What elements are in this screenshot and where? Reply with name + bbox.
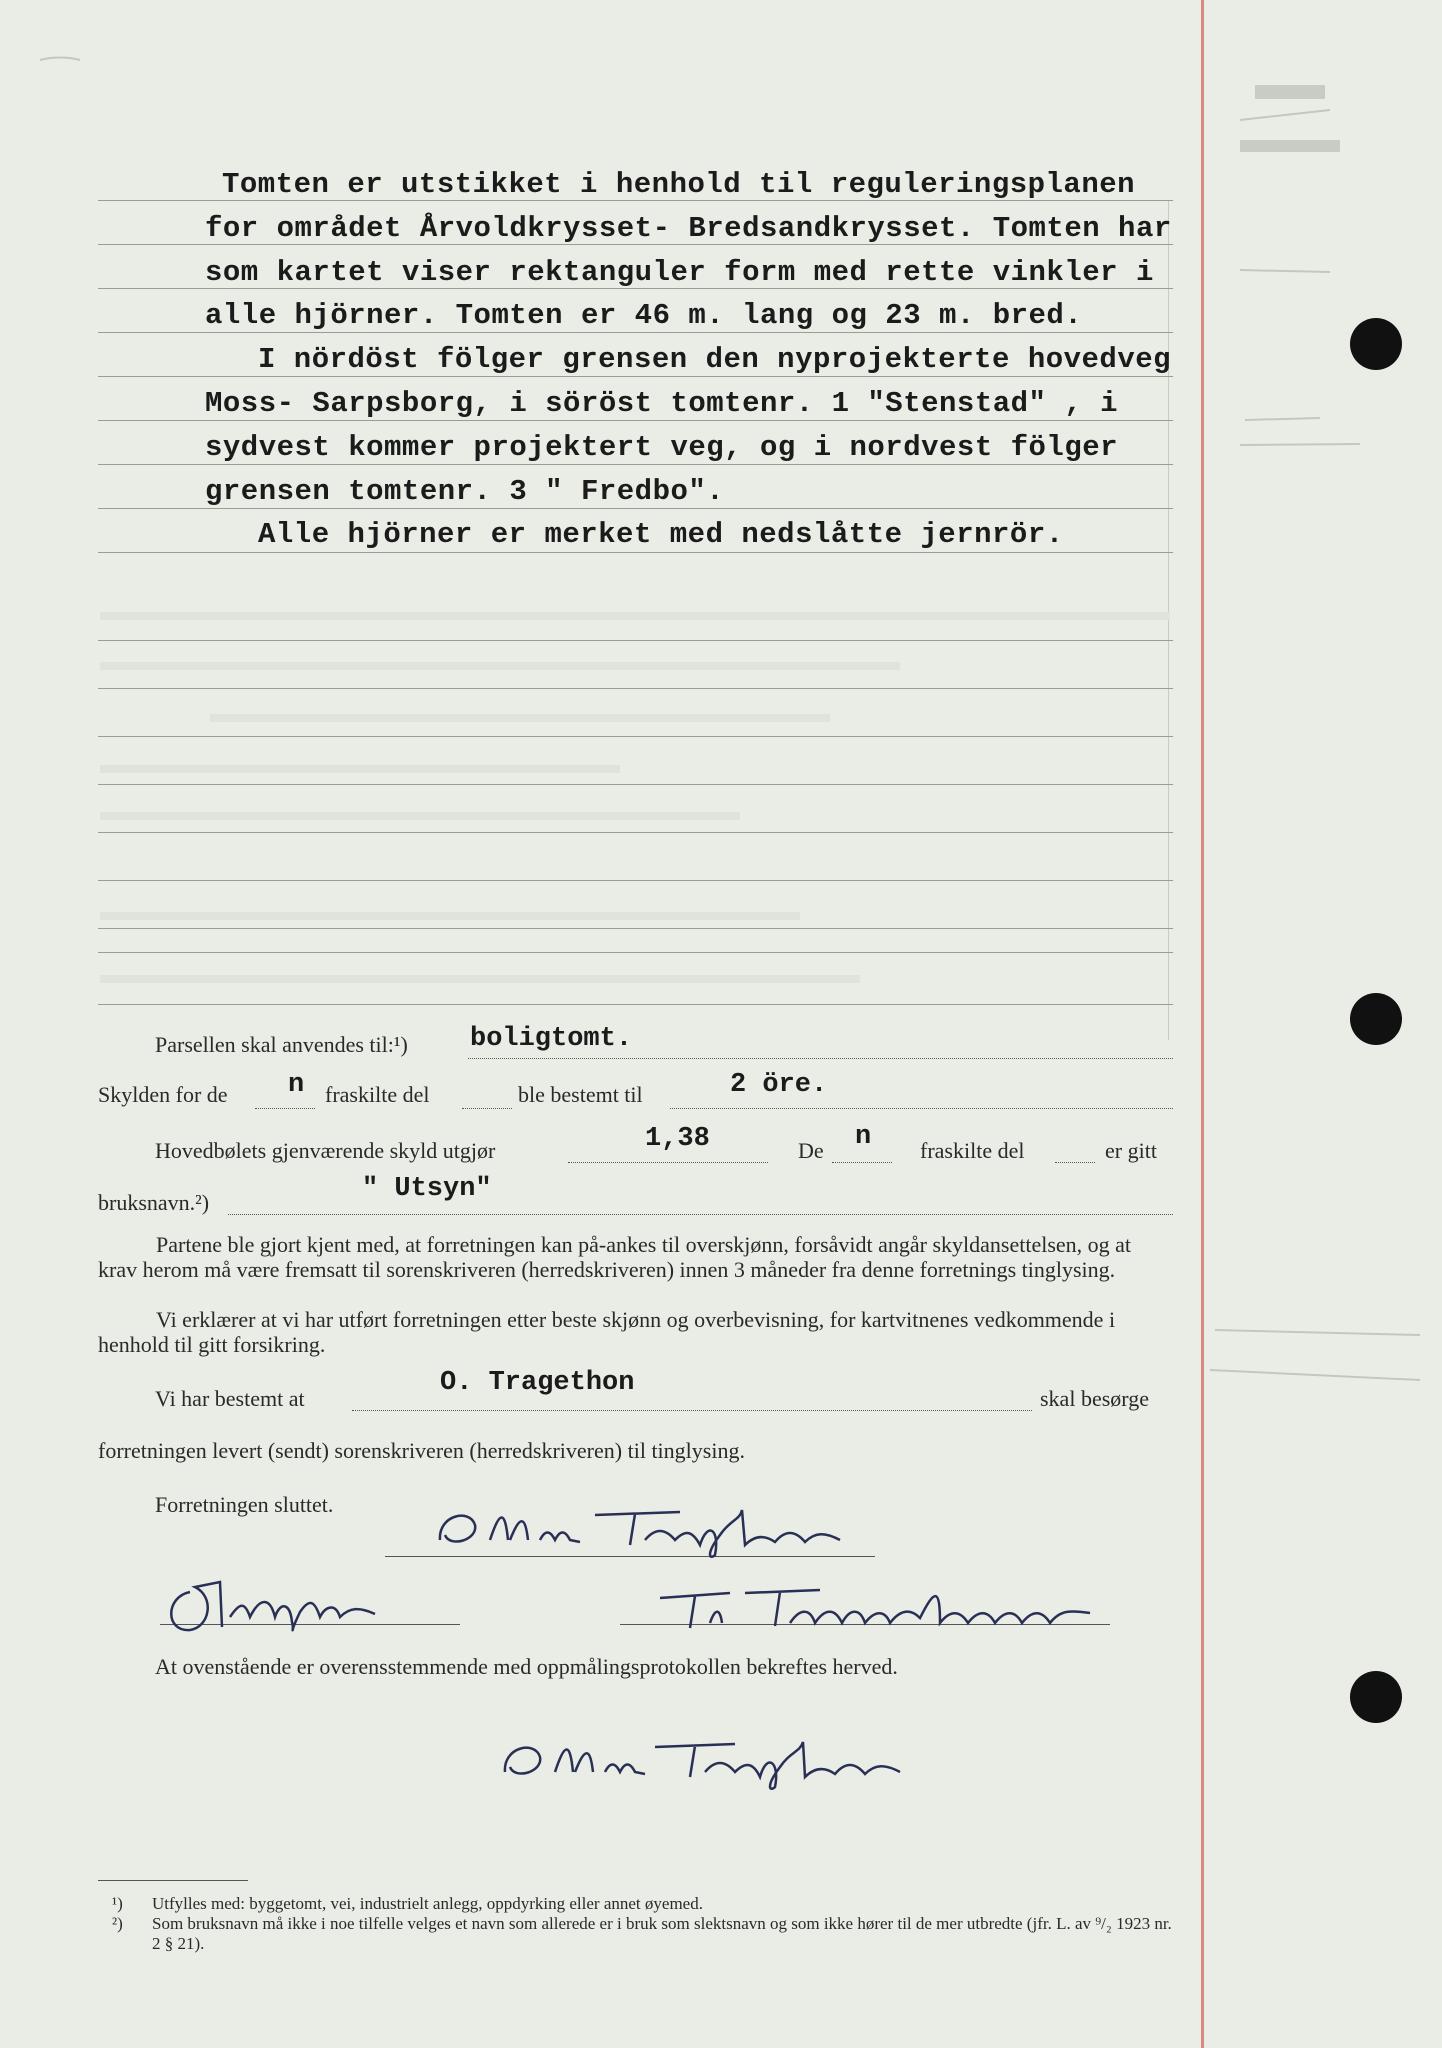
skyld-dotted-1 <box>255 1108 315 1109</box>
typed-line-9: Alle hjörner er merket med nedslåtte jernrör. <box>258 518 1064 551</box>
typed-line-1: Tomten er utstikket i henhold til reguleringsplanen <box>222 168 1136 201</box>
typed-line-6: Moss- Sarpsborg, i söröst tomtenr. 1 "Stenstad" , i <box>205 387 1119 420</box>
typed-line-7: sydvest kommer projektert veg, og i nordvest fölger <box>205 431 1119 464</box>
show-through-block <box>100 812 740 820</box>
ruled-line <box>98 1004 1173 1005</box>
appeal-paragraph <box>98 1232 1173 1282</box>
bestemt-value: O. Tragethon <box>440 1368 635 1398</box>
ruled-line <box>98 552 1173 553</box>
skyld-value: 2 öre. <box>730 1070 828 1100</box>
ruled-line <box>98 420 1173 421</box>
ruled-line <box>98 688 1173 689</box>
bruksnavn-label: bruksnavn.²) <box>98 1190 210 1215</box>
footnote-2-mark: ²) <box>112 1914 123 1933</box>
parsell-dotted-line <box>468 1058 1173 1059</box>
skyld-label-3: ble bestemt til <box>518 1082 643 1107</box>
ruled-line <box>98 928 1173 929</box>
ruled-line <box>98 784 1173 785</box>
appeal-text: Partene ble gjort kjent med, at forretningen kan på-ankes til overskjønn, forsåvidt angår skyldansettelsen, og at krav herom må være fremsatt til sorenskriveren (herredskriveren) innen 3 måneder fra denne forretnings tinglysing. <box>98 1232 1132 1282</box>
signature-tragethon-1 <box>430 1500 880 1560</box>
skyld-label-2: fraskilte del <box>325 1082 430 1107</box>
hoved-value: 1,38 <box>645 1124 710 1154</box>
parsell-label: Parsellen skal anvendes til:¹) <box>155 1032 408 1057</box>
declaration-paragraph <box>98 1307 1173 1357</box>
hoved-label: Hovedbølets gjenværende skyld utgjør <box>155 1138 496 1163</box>
typed-line-8: grensen tomtenr. 3 " Fredbo". <box>205 475 725 508</box>
hoved-dotted <box>568 1162 768 1163</box>
de-label: De <box>798 1138 824 1163</box>
typed-line-5: I nördöst fölger grensen den nyprojekterte hovedveg <box>258 343 1172 376</box>
bekreftes-line: At ovenstående er overensstemmende med oppmålingsprotokollen bekreftes herved. <box>155 1654 898 1679</box>
skyld-dotted-2 <box>462 1108 512 1109</box>
signature-myhre <box>160 1572 390 1642</box>
ruled-line <box>98 880 1173 881</box>
ruled-line <box>98 332 1173 333</box>
footnote-2 <box>112 1914 1182 1954</box>
footnote-1 <box>112 1894 1182 1914</box>
typed-line-3: som kartet viser rektanguler form med rette vinkler i <box>205 256 1154 289</box>
typed-line-4: alle hjörner. Tomten er 46 m. lang og 23 m. bred. <box>205 299 1083 332</box>
signature-thorsrud <box>650 1578 1120 1638</box>
skyld-dotted-3 <box>670 1108 1173 1109</box>
typed-line-2: for området Årvoldkrysset- Bredsandkrysset. Tomten har <box>205 212 1172 245</box>
ruled-line <box>98 508 1173 509</box>
skal-besorge: skal besørge <box>1040 1386 1149 1411</box>
declaration-text: Vi erklærer at vi har utført forretningen etter beste skjønn og overbevisning, for kartvitnenes vedkommende i henhold til gitt forsikring. <box>98 1307 1116 1357</box>
footnote-rule <box>98 1880 248 1881</box>
sluttet-line: Forretningen sluttet. <box>155 1492 334 1517</box>
bruksnavn-value: " Utsyn" <box>362 1174 492 1204</box>
show-through-block <box>100 662 900 670</box>
skyld-n: n <box>288 1070 305 1100</box>
bestemt-label: Vi har bestemt at <box>155 1386 305 1411</box>
ruled-line <box>98 640 1173 641</box>
parsell-value: boligtomt. <box>470 1024 633 1054</box>
ruled-line <box>98 952 1173 953</box>
ruled-line <box>98 736 1173 737</box>
show-through-block <box>100 765 620 773</box>
show-through-block <box>210 714 830 722</box>
de-dotted <box>832 1162 892 1163</box>
ruled-line <box>98 464 1173 465</box>
footnote-1-mark: ¹) <box>112 1894 123 1913</box>
de-n: n <box>855 1122 872 1152</box>
bruksnavn-dotted <box>228 1214 1173 1215</box>
signature-tragethon-2 <box>495 1732 915 1792</box>
show-through-block <box>100 612 1170 620</box>
levert-line: forretningen levert (sendt) sorenskriveren (herredskriveren) til tinglysing. <box>98 1438 745 1463</box>
show-through-block <box>100 912 800 920</box>
ruled-line <box>98 376 1173 377</box>
footnote-2-text: Som bruksnavn må ikke i noe tilfelle velges et navn som allerede er i bruk som slektsnavn og som ikke hører til de mer utbredte (jfr. L. av ⁹/₂ 1923 nr. 2 § 21). <box>152 1914 1172 1953</box>
bestemt-dotted <box>352 1410 1032 1411</box>
ruled-line <box>98 832 1173 833</box>
show-through-block <box>100 975 860 983</box>
footnote-1-text: Utfylles med: byggetomt, vei, industrielt anlegg, oppdyrking eller annet øyemed. <box>152 1894 703 1913</box>
skyld-label-1: Skylden for de <box>98 1082 228 1107</box>
fraskilte-label: fraskilte del <box>920 1138 1025 1163</box>
er-gitt: er gitt <box>1105 1138 1157 1163</box>
fraskilte-dotted <box>1055 1162 1095 1163</box>
